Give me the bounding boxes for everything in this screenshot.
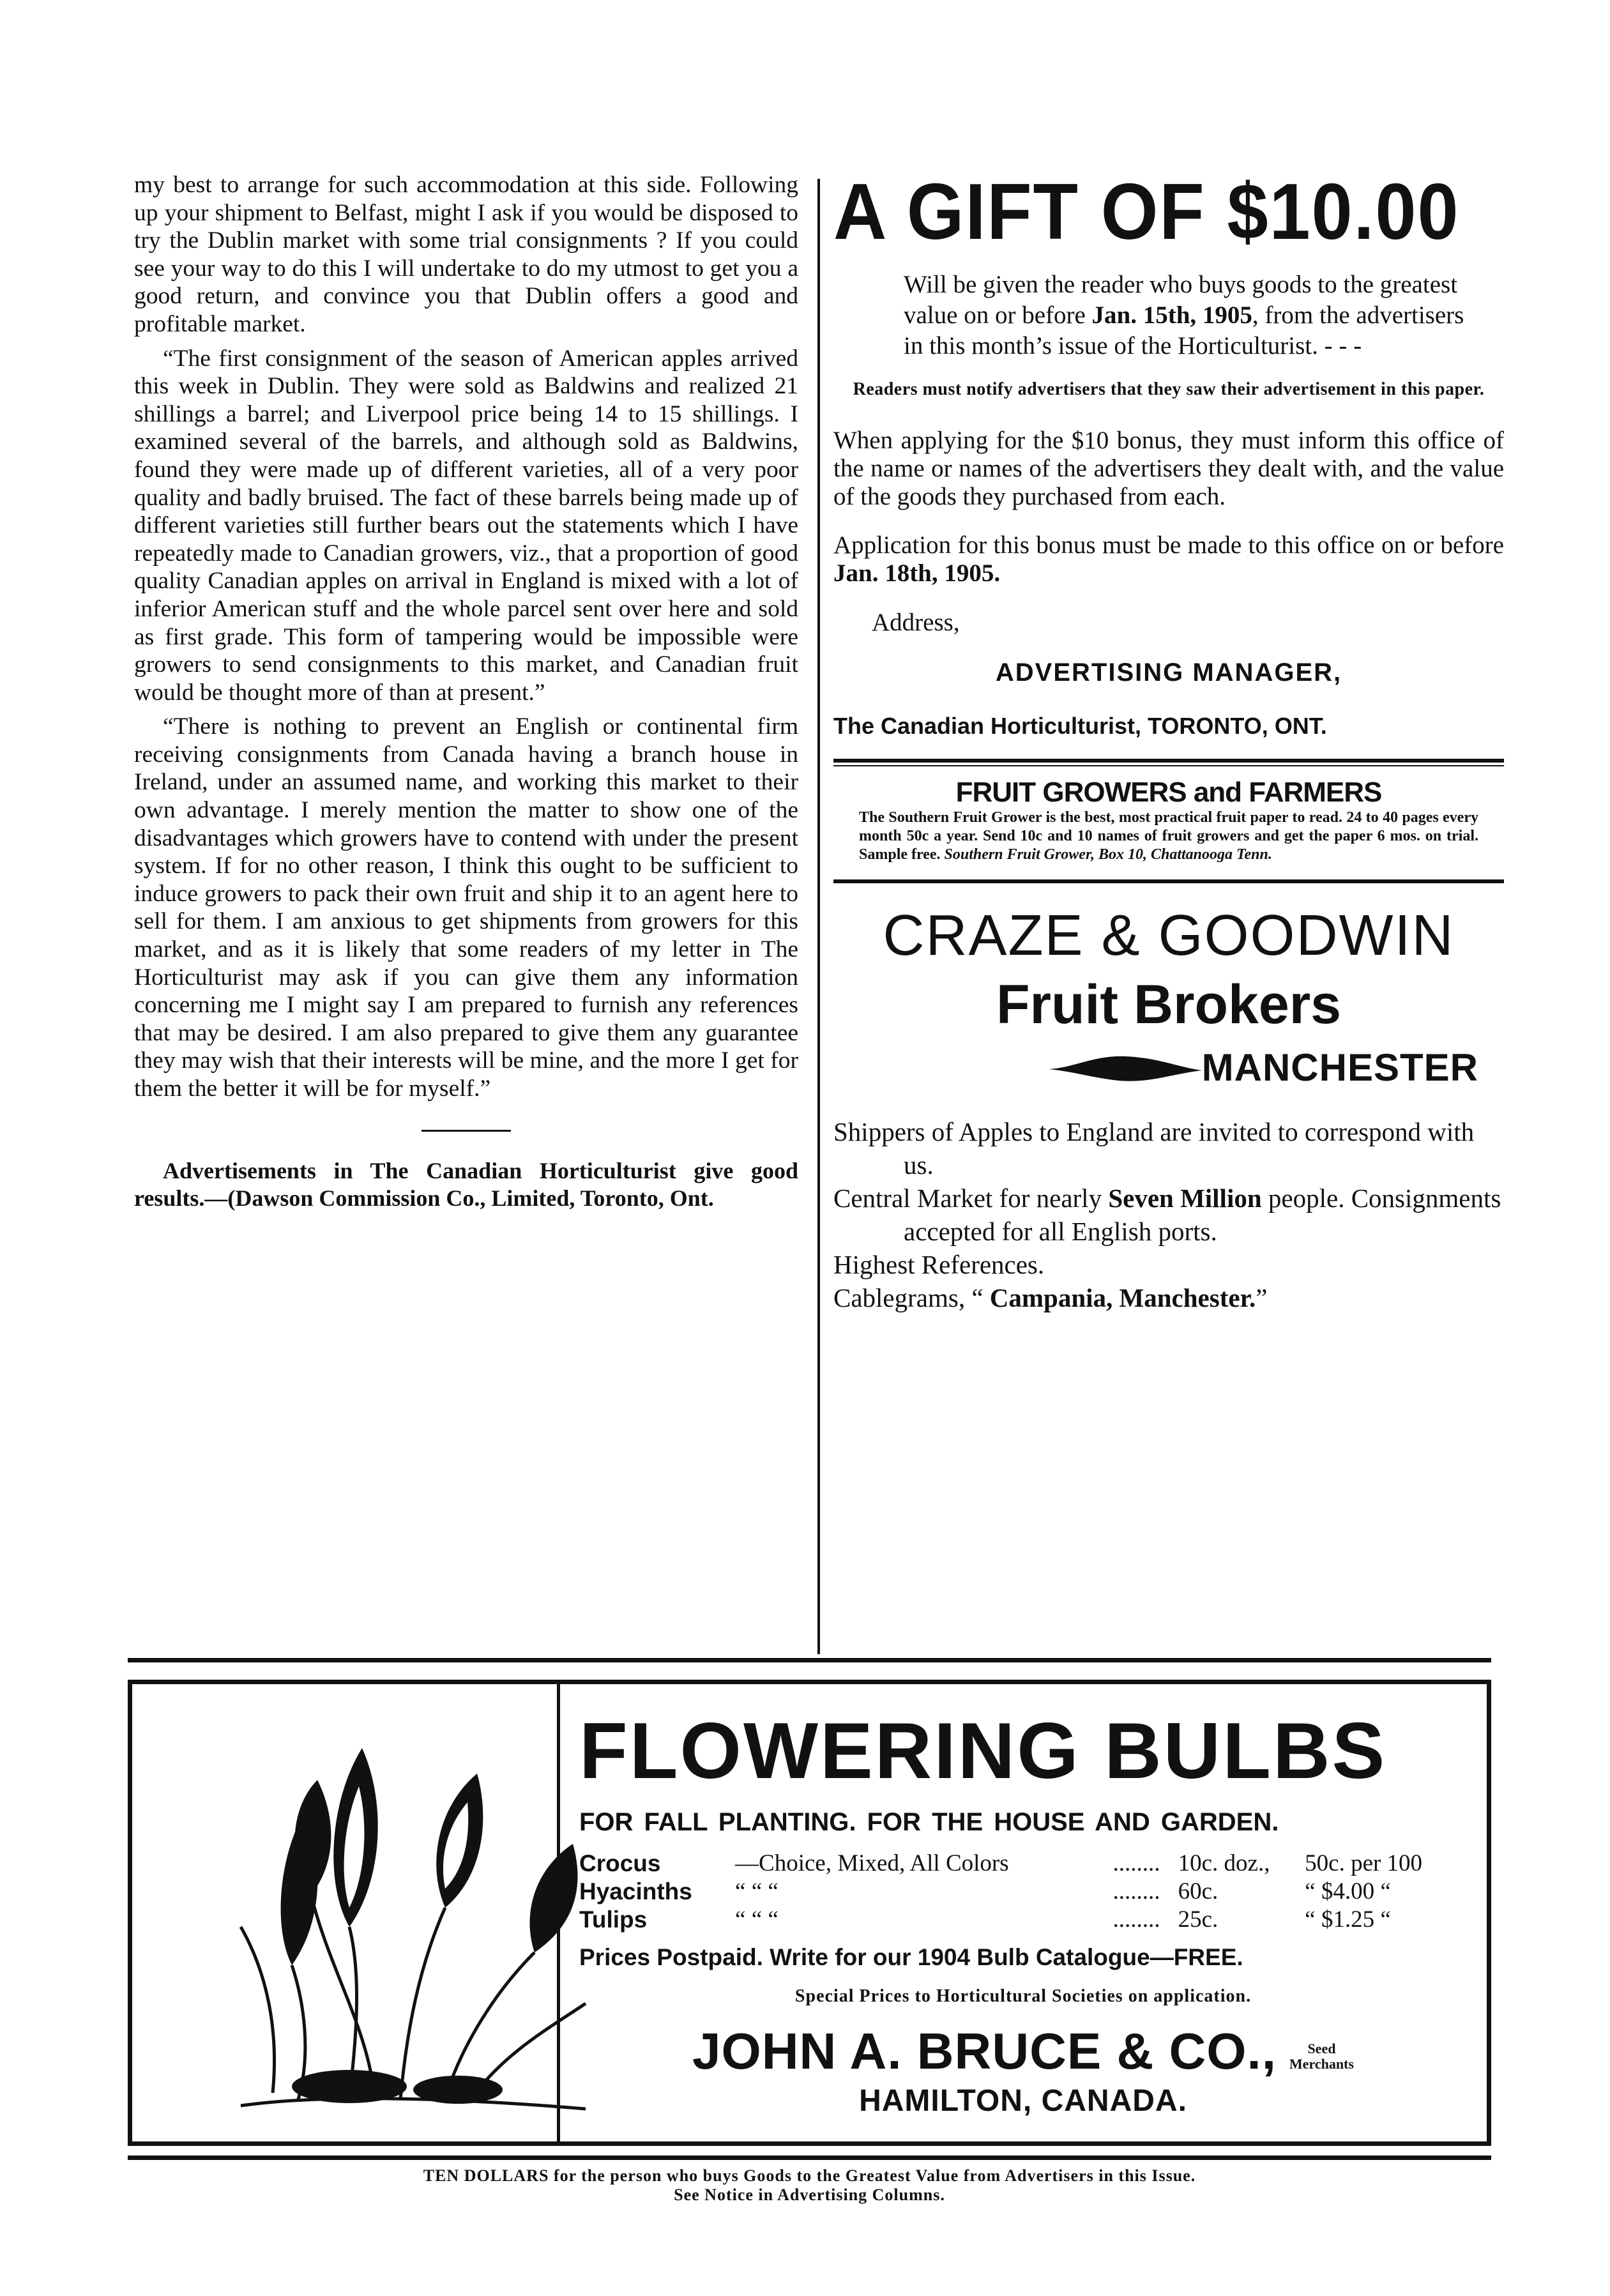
table-row	[579, 1878, 1467, 1906]
craze-cable-pre: Cablegrams, “	[833, 1283, 990, 1312]
fruit-growers-title: FRUIT GROWERS and FARMERS	[955, 777, 1382, 808]
gift-offer-pre: Will be given the reader who buys goods to the greatest value on or before	[904, 271, 1458, 329]
testimonial-text: Advertisements in The Canadian Horticulturist give good results.—(Dawson Commission Co., Limited, Toronto, Ont.	[134, 1157, 798, 1212]
ad-rule	[833, 879, 1504, 883]
gift-application-date: Jan. 18th, 1905.	[833, 559, 1001, 587]
ad-rule	[128, 1658, 1491, 1662]
column-divider	[817, 179, 820, 1654]
bulbs-company-row	[579, 2022, 1467, 2081]
bulb-price-doz: 25c.	[1178, 1906, 1219, 1933]
bulb-dots: ........	[1113, 1850, 1160, 1876]
craze-line: Highest References.	[833, 1250, 1045, 1279]
footer-line: See Notice in Advertising Columns.	[674, 2186, 945, 2204]
table-row	[579, 1906, 1467, 1934]
craze-city-row	[833, 1045, 1478, 1090]
bulb-price-100: “ $1.25 “	[1305, 1906, 1391, 1933]
leaf-ornament-icon	[1049, 1049, 1202, 1087]
craze-line	[833, 1281, 1504, 1314]
craze-goodwin-city: MANCHESTER	[1201, 1046, 1478, 1089]
ad-rule	[833, 765, 1504, 766]
gift-offer-text	[904, 270, 1466, 361]
bulb-desc: “ “ “	[735, 1878, 778, 1904]
fruit-growers-ad	[859, 777, 1478, 864]
bulbs-title: FLOWERING BULBS	[579, 1707, 1387, 1795]
fruit-growers-body	[859, 809, 1478, 864]
gift-manager: ADVERTISING MANAGER,	[995, 658, 1342, 687]
bulbs-city: HAMILTON, CANADA.	[859, 2084, 1187, 2118]
footer-line: TEN DOLLARS for the person who buys Goods to the Greatest Value from Advertisers in this Issue.	[423, 2166, 1196, 2185]
letter-column	[134, 171, 798, 1213]
bulb-item: Crocus	[579, 1850, 661, 1876]
bulbs-subtitle: FOR FALL PLANTING. FOR THE HOUSE AND GARDEN.	[579, 1808, 1279, 1836]
flowering-bulbs-ad	[128, 1680, 1491, 2146]
bulb-desc: “ “ “	[735, 1906, 778, 1933]
gift-application-text	[833, 531, 1504, 588]
gift-applying-text: When applying for the $10 bonus, they must inform this office of the name or names of the advertisers they dealt with, and the value of the goods they purchased from each.	[833, 427, 1504, 510]
gift-address-label: Address,	[872, 609, 960, 636]
craze-line: Shippers of Apples to England are invited to correspond with us.	[833, 1117, 1475, 1180]
bulb-item: Hyacinths	[579, 1878, 692, 1904]
craze-line	[833, 1182, 1504, 1248]
bulbs-company: JOHN A. BRUCE & CO.,	[692, 2023, 1277, 2079]
bulb-price-100: “ $4.00 “	[1305, 1878, 1391, 1904]
gift-offer-post: , from the advertisers in this month’s issue of the Horticulturist. - - -	[904, 301, 1464, 360]
craze-goodwin-title: CRAZE & GOODWIN	[883, 904, 1455, 968]
bulbs-merchants	[1289, 2041, 1354, 2072]
gift-headline: A GIFT OF $10.00	[833, 168, 1460, 256]
bulb-price-doz: 10c. doz.,	[1178, 1850, 1270, 1876]
gift-application-pre: Application for this bonus must be made to this office on or before	[833, 531, 1504, 559]
craze-cable-post: ”	[1256, 1283, 1268, 1312]
ad-rule	[128, 2155, 1491, 2160]
bulb-desc: —Choice, Mixed, All Colors	[735, 1850, 1009, 1876]
bulbs-content	[579, 1707, 1467, 2118]
letter-paragraph: “There is nothing to prevent an English or continental firm receiving consignments from Canada having a branch house in Ireland, under an assumed name, and working this market to their own advantage. I merely mention the matter to show one of the disadvantages which growers have to contend with under the present system. If for no other reason, I think this ought to be sufficient to induce growers to pack their own fruit and ship it to an agent here to sell for them. I am anxious to get shipments from growers for this market, and as it is likely that some readers of my letter in The Horticulturist may ask if you can give them any information concerning me I might say I am prepared to furnish any references that may be desired. I am also prepared to give them any guarantee they may wish that their interests will be mine, and the more I get for them the better it will be for myself.”	[134, 713, 798, 1102]
craze-line-post: people. Consignments accepted for all English ports.	[904, 1183, 1501, 1246]
bulbs-merchants-line: Merchants	[1289, 2056, 1354, 2072]
gift-notice: Readers must notify advertisers that they saw their advertisement in this paper.	[853, 379, 1485, 399]
table-row	[579, 1850, 1467, 1878]
gift-offer-date: Jan. 15th, 1905	[1091, 301, 1252, 329]
advertisement-column	[833, 167, 1504, 1314]
fruit-growers-text: The Southern Fruit Grower is the best, most practical fruit paper to read. 24 to 40 pages every month 50c a year. Send 10c and 10 names of fruit growers and get the paper 6 mos. on trial. Sample free.	[859, 809, 1478, 863]
bulb-price-doz: 60c.	[1178, 1878, 1219, 1904]
bulbs-divider	[557, 1684, 560, 2141]
craze-line-pre: Central Market for nearly	[833, 1183, 1109, 1213]
ad-rule	[833, 759, 1504, 763]
gift-publication: The Canadian Horticulturist, TORONTO, ONT.	[833, 713, 1327, 739]
letter-paragraph: my best to arrange for such accommodation at this side. Following up your shipment to Belfast, might I ask if you would be disposed to try the Dublin market with some trial consignments ? If you could see your way to do this I will undertake to do my utmost to get you a good return, and convince you that Dublin offers a good and profitable market.	[134, 172, 798, 337]
bulb-item: Tulips	[579, 1906, 648, 1933]
letter-paragraph: “The first consignment of the season of American apples arrived this week in Dublin. They were sold as Baldwins and realized 21 shillings a barrel; and Liverpool price being 14 to 15 shillings. I examined several of the barrels, and although sold as Baldwins, found they were made up of different varieties, all of a very poor quality and badly bruised. The fact of these barrels being made up of different varieties still further bears out the statements which I have repeatedly made to Canadian growers, viz., that a proportion of good quality Canadian apples on arrival in England is mixed with a lot of inferior American stuff and the whole parcel sent over here and sold as first grade. This form of tampering would be impossible were growers to send consignments to this market, and Canadian fruit would be thought more of than at present.”	[134, 345, 798, 706]
footer-notice	[128, 2166, 1491, 2205]
section-divider	[421, 1130, 511, 1132]
bulb-price-100: 50c. per 100	[1305, 1850, 1423, 1876]
fruit-growers-address: Southern Fruit Grower, Box 10, Chattanooga Tenn.	[944, 846, 1272, 863]
bulb-dots: ........	[1113, 1878, 1160, 1904]
craze-goodwin-subtitle: Fruit Brokers	[996, 974, 1342, 1035]
craze-line-bold: Seven Million	[1108, 1183, 1262, 1213]
craze-cable-bold: Campania, Manchester.	[989, 1283, 1256, 1312]
bulbs-special-note: Special Prices to Horticultural Societies on application.	[794, 1986, 1252, 2006]
bulbs-price-table	[579, 1850, 1467, 1934]
bulbs-prices-note: Prices Postpaid. Write for our 1904 Bulb Catalogue—FREE.	[579, 1944, 1243, 1970]
bulb-dots: ........	[1113, 1906, 1160, 1933]
bulbs-merchants-line: Seed	[1307, 2041, 1336, 2057]
